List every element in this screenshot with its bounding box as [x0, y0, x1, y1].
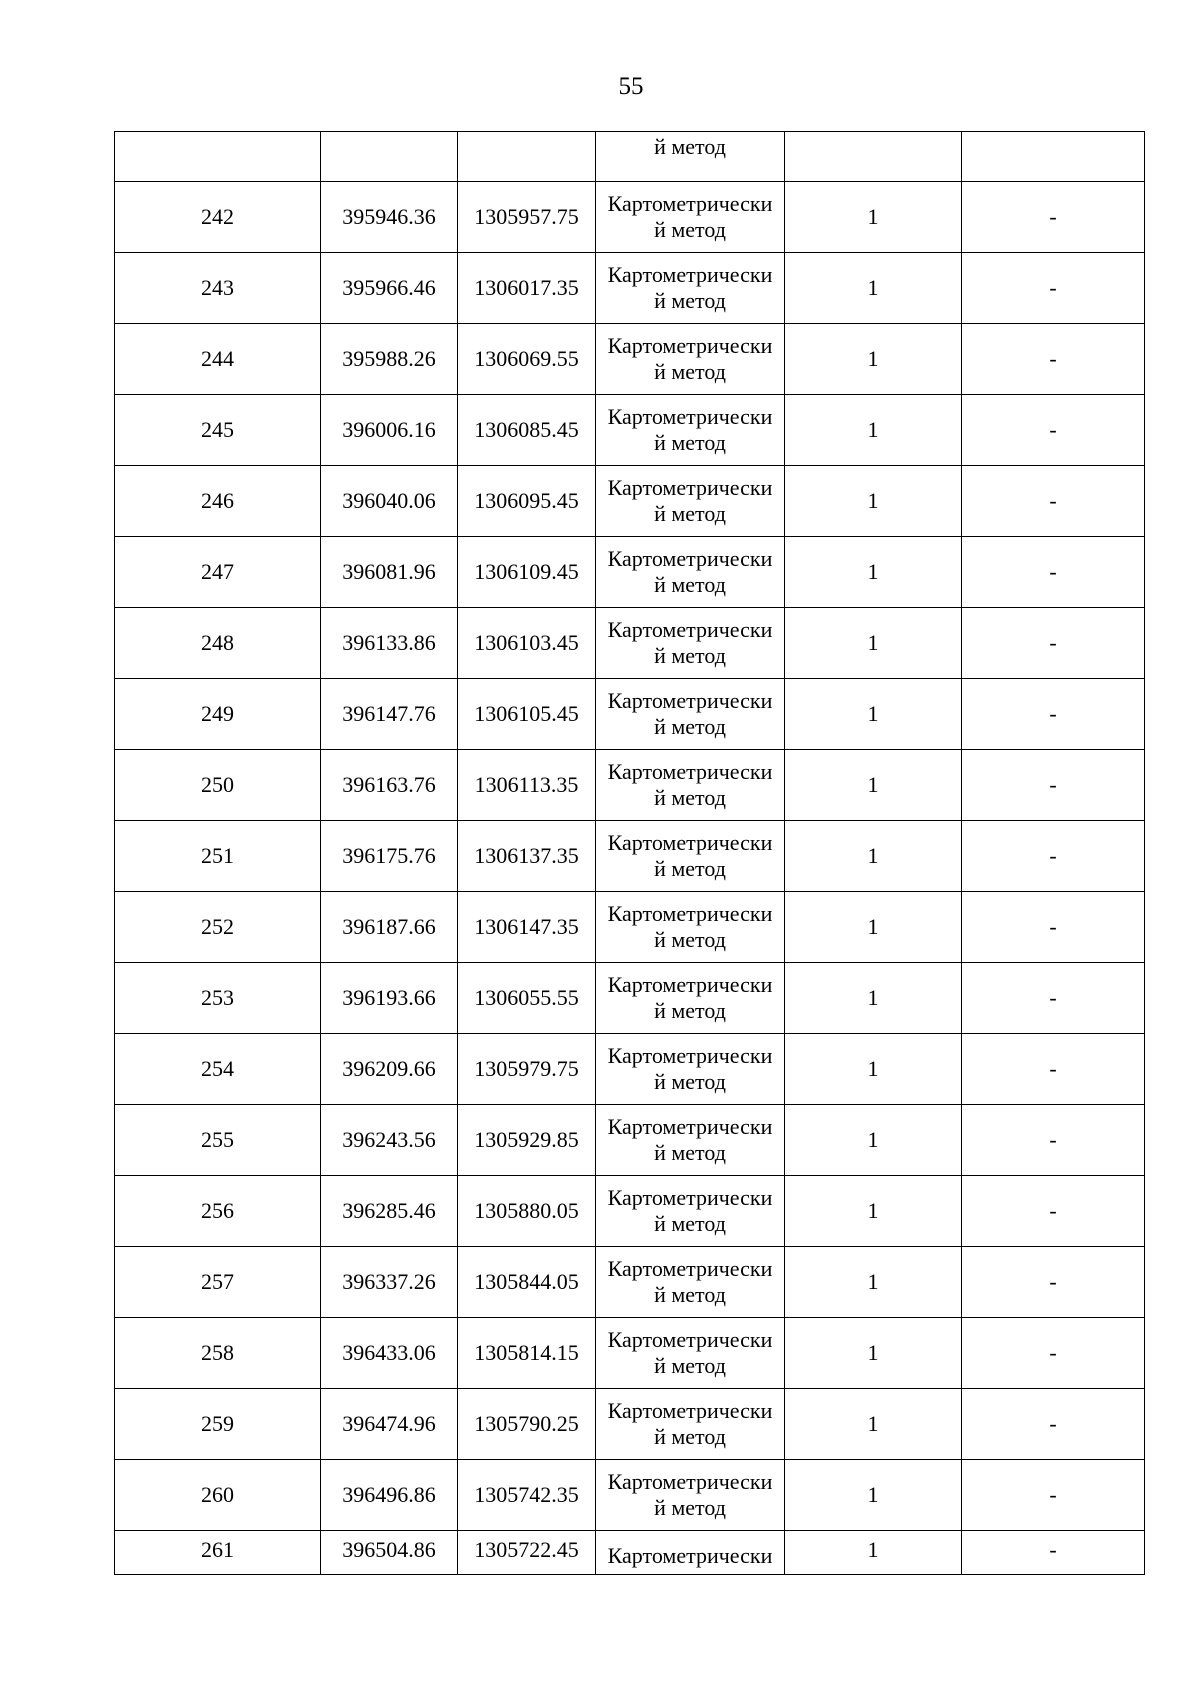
- method-line-2: й метод: [654, 288, 726, 313]
- x-cell: 396163.76: [321, 750, 458, 821]
- note-cell: -: [962, 537, 1145, 608]
- note-cell: -: [962, 253, 1145, 324]
- y-cell: 1306113.35: [458, 750, 596, 821]
- point-cell: 261: [115, 1531, 321, 1575]
- y-cell: 1306069.55: [458, 324, 596, 395]
- table-row: [115, 679, 1145, 750]
- point-cell: 249: [115, 679, 321, 750]
- table-row: [115, 1389, 1145, 1460]
- table-row: [115, 963, 1145, 1034]
- accuracy-cell: 1: [785, 892, 962, 963]
- method-cell: [596, 466, 785, 537]
- accuracy-cell: 1: [785, 821, 962, 892]
- note-cell: -: [962, 1460, 1145, 1531]
- note-cell: -: [962, 1531, 1145, 1575]
- method-line-1: Картометрически: [607, 1469, 773, 1494]
- table-row: [115, 253, 1145, 324]
- accuracy-cell: 1: [785, 608, 962, 679]
- method-cell: [596, 395, 785, 466]
- x-cell: 396209.66: [321, 1034, 458, 1105]
- method-line-1: Картометрически: [607, 830, 773, 855]
- method-line-1: Картометрически: [607, 546, 773, 571]
- method-cell: [596, 821, 785, 892]
- table-row: [115, 1176, 1145, 1247]
- x-cell: 396187.66: [321, 892, 458, 963]
- note-cell: -: [962, 892, 1145, 963]
- y-cell: 1305790.25: [458, 1389, 596, 1460]
- method-cell: [596, 608, 785, 679]
- note-cell: -: [962, 608, 1145, 679]
- note-cell: -: [962, 324, 1145, 395]
- accuracy-cell: 1: [785, 1105, 962, 1176]
- y-cell: 1305844.05: [458, 1247, 596, 1318]
- method-line-2: й метод: [654, 1069, 726, 1094]
- point-cell: 258: [115, 1318, 321, 1389]
- x-cell: 396175.76: [321, 821, 458, 892]
- accuracy-cell: 1: [785, 1318, 962, 1389]
- method-cell: [596, 679, 785, 750]
- point-cell: 257: [115, 1247, 321, 1318]
- table-row: [115, 182, 1145, 253]
- method-line-1: Картометрически: [607, 333, 773, 358]
- method-line-1: Картометрически: [607, 1185, 773, 1210]
- method-line-1: Картометрически: [607, 688, 773, 713]
- note-cell: -: [962, 963, 1145, 1034]
- method-line-1: Картометрически: [607, 475, 773, 500]
- method-line-2: й метод: [654, 1495, 726, 1520]
- accuracy-cell: 1: [785, 324, 962, 395]
- method-cell: [596, 1247, 785, 1318]
- method-cell: [596, 324, 785, 395]
- table-row: [115, 1247, 1145, 1318]
- y-cell: [458, 132, 596, 182]
- point-cell: 248: [115, 608, 321, 679]
- accuracy-cell: 1: [785, 182, 962, 253]
- table-row: [115, 1105, 1145, 1176]
- method-line-2: й метод: [654, 856, 726, 881]
- method-line-1: Картометрически: [607, 1256, 773, 1281]
- accuracy-cell: 1: [785, 1034, 962, 1105]
- method-cell: [596, 537, 785, 608]
- y-cell: 1305880.05: [458, 1176, 596, 1247]
- accuracy-cell: 1: [785, 537, 962, 608]
- method-line-2: й метод: [654, 785, 726, 810]
- accuracy-cell: 1: [785, 253, 962, 324]
- accuracy-cell: 1: [785, 1389, 962, 1460]
- accuracy-cell: [785, 132, 962, 182]
- x-cell: 396474.96: [321, 1389, 458, 1460]
- method-line-1: Картометрически: [607, 1114, 773, 1139]
- method-cell: [596, 1531, 785, 1575]
- table-row: [115, 750, 1145, 821]
- method-line-2: й метод: [654, 1424, 726, 1449]
- accuracy-cell: 1: [785, 1460, 962, 1531]
- note-cell: [962, 132, 1145, 182]
- note-cell: -: [962, 1389, 1145, 1460]
- y-cell: 1306105.45: [458, 679, 596, 750]
- method-line-2: й метод: [654, 1211, 726, 1236]
- point-cell: 243: [115, 253, 321, 324]
- table-row: [115, 1531, 1145, 1575]
- method-line-1: Картометрически: [607, 1543, 773, 1568]
- point-cell: 260: [115, 1460, 321, 1531]
- table-row: [115, 1318, 1145, 1389]
- x-cell: 396147.76: [321, 679, 458, 750]
- table-row: [115, 892, 1145, 963]
- method-line-1: Картометрически: [607, 759, 773, 784]
- point-cell: [115, 132, 321, 182]
- method-line-2: й метод: [654, 714, 726, 739]
- x-cell: 396133.86: [321, 608, 458, 679]
- method-cell: [596, 253, 785, 324]
- method-cell: [596, 1460, 785, 1531]
- y-cell: 1306103.45: [458, 608, 596, 679]
- y-cell: 1306085.45: [458, 395, 596, 466]
- y-cell: 1305742.35: [458, 1460, 596, 1531]
- method-cell: й метод: [596, 132, 785, 182]
- x-cell: 396433.06: [321, 1318, 458, 1389]
- method-line-2: й метод: [654, 998, 726, 1023]
- method-line-1: Картометрически: [607, 1398, 773, 1423]
- x-cell: 396504.86: [321, 1531, 458, 1575]
- method-line-1: Картометрически: [607, 1043, 773, 1068]
- y-cell: 1306017.35: [458, 253, 596, 324]
- table-row: [115, 466, 1145, 537]
- method-cell: [596, 1034, 785, 1105]
- x-cell: 396243.56: [321, 1105, 458, 1176]
- note-cell: -: [962, 1176, 1145, 1247]
- method-line-2: й метод: [654, 643, 726, 668]
- x-cell: 396006.16: [321, 395, 458, 466]
- x-cell: 395966.46: [321, 253, 458, 324]
- note-cell: -: [962, 182, 1145, 253]
- point-cell: 255: [115, 1105, 321, 1176]
- point-cell: 252: [115, 892, 321, 963]
- accuracy-cell: 1: [785, 963, 962, 1034]
- point-cell: 259: [115, 1389, 321, 1460]
- y-cell: 1305814.15: [458, 1318, 596, 1389]
- table-row: [115, 1034, 1145, 1105]
- point-cell: 246: [115, 466, 321, 537]
- method-line-2: й метод: [654, 359, 726, 384]
- method-line-1: Картометрически: [607, 972, 773, 997]
- x-cell: 395946.36: [321, 182, 458, 253]
- note-cell: -: [962, 679, 1145, 750]
- x-cell: 395988.26: [321, 324, 458, 395]
- y-cell: 1305722.45: [458, 1531, 596, 1575]
- method-line-2: й метод: [654, 1140, 726, 1165]
- note-cell: -: [962, 1105, 1145, 1176]
- x-cell: 396337.26: [321, 1247, 458, 1318]
- method-line-1: Картометрически: [607, 262, 773, 287]
- note-cell: -: [962, 1318, 1145, 1389]
- accuracy-cell: 1: [785, 1531, 962, 1575]
- note-cell: -: [962, 395, 1145, 466]
- x-cell: 396193.66: [321, 963, 458, 1034]
- table-row: [115, 821, 1145, 892]
- method-line-1: Картометрически: [607, 191, 773, 216]
- method-line-2: й метод: [654, 1282, 726, 1307]
- coordinates-table: [114, 131, 1145, 1575]
- method-line-1: Картометрически: [607, 617, 773, 642]
- accuracy-cell: 1: [785, 750, 962, 821]
- y-cell: 1306109.45: [458, 537, 596, 608]
- point-cell: 254: [115, 1034, 321, 1105]
- accuracy-cell: 1: [785, 679, 962, 750]
- point-cell: 253: [115, 963, 321, 1034]
- table-row: [115, 608, 1145, 679]
- point-cell: 245: [115, 395, 321, 466]
- point-cell: 250: [115, 750, 321, 821]
- table-row: [115, 1460, 1145, 1531]
- method-line-2: й метод: [654, 1353, 726, 1378]
- accuracy-cell: 1: [785, 1176, 962, 1247]
- x-cell: 396496.86: [321, 1460, 458, 1531]
- y-cell: 1306055.55: [458, 963, 596, 1034]
- y-cell: 1306095.45: [458, 466, 596, 537]
- table-row: [115, 537, 1145, 608]
- method-cell: [596, 1105, 785, 1176]
- note-cell: -: [962, 750, 1145, 821]
- x-cell: 396081.96: [321, 537, 458, 608]
- x-cell: 396040.06: [321, 466, 458, 537]
- point-cell: 247: [115, 537, 321, 608]
- y-cell: 1306147.35: [458, 892, 596, 963]
- method-line-1: Картометрически: [607, 1327, 773, 1352]
- y-cell: 1305957.75: [458, 182, 596, 253]
- method-cell: [596, 750, 785, 821]
- point-cell: 242: [115, 182, 321, 253]
- note-cell: -: [962, 821, 1145, 892]
- x-cell: [321, 132, 458, 182]
- y-cell: 1306137.35: [458, 821, 596, 892]
- method-line-2: й метод: [654, 217, 726, 242]
- method-cell: [596, 892, 785, 963]
- method-cell: [596, 963, 785, 1034]
- method-cell: [596, 1389, 785, 1460]
- method-line-2: й метод: [654, 927, 726, 952]
- continuation-row: [115, 132, 1145, 182]
- x-cell: 396285.46: [321, 1176, 458, 1247]
- method-line-2: й метод: [654, 572, 726, 597]
- method-cell: [596, 1318, 785, 1389]
- accuracy-cell: 1: [785, 1247, 962, 1318]
- point-cell: 244: [115, 324, 321, 395]
- method-line-2: й метод: [654, 430, 726, 455]
- point-cell: 251: [115, 821, 321, 892]
- y-cell: 1305979.75: [458, 1034, 596, 1105]
- method-line-1: Картометрически: [607, 901, 773, 926]
- note-cell: -: [962, 1247, 1145, 1318]
- accuracy-cell: 1: [785, 466, 962, 537]
- note-cell: -: [962, 466, 1145, 537]
- point-cell: 256: [115, 1176, 321, 1247]
- page-number: 55: [618, 73, 644, 100]
- note-cell: -: [962, 1034, 1145, 1105]
- method-cell: [596, 1176, 785, 1247]
- method-line-2: й метод: [654, 501, 726, 526]
- method-line-1: Картометрически: [607, 404, 773, 429]
- accuracy-cell: 1: [785, 395, 962, 466]
- table-row: [115, 324, 1145, 395]
- y-cell: 1305929.85: [458, 1105, 596, 1176]
- method-cell: [596, 182, 785, 253]
- table-row: [115, 395, 1145, 466]
